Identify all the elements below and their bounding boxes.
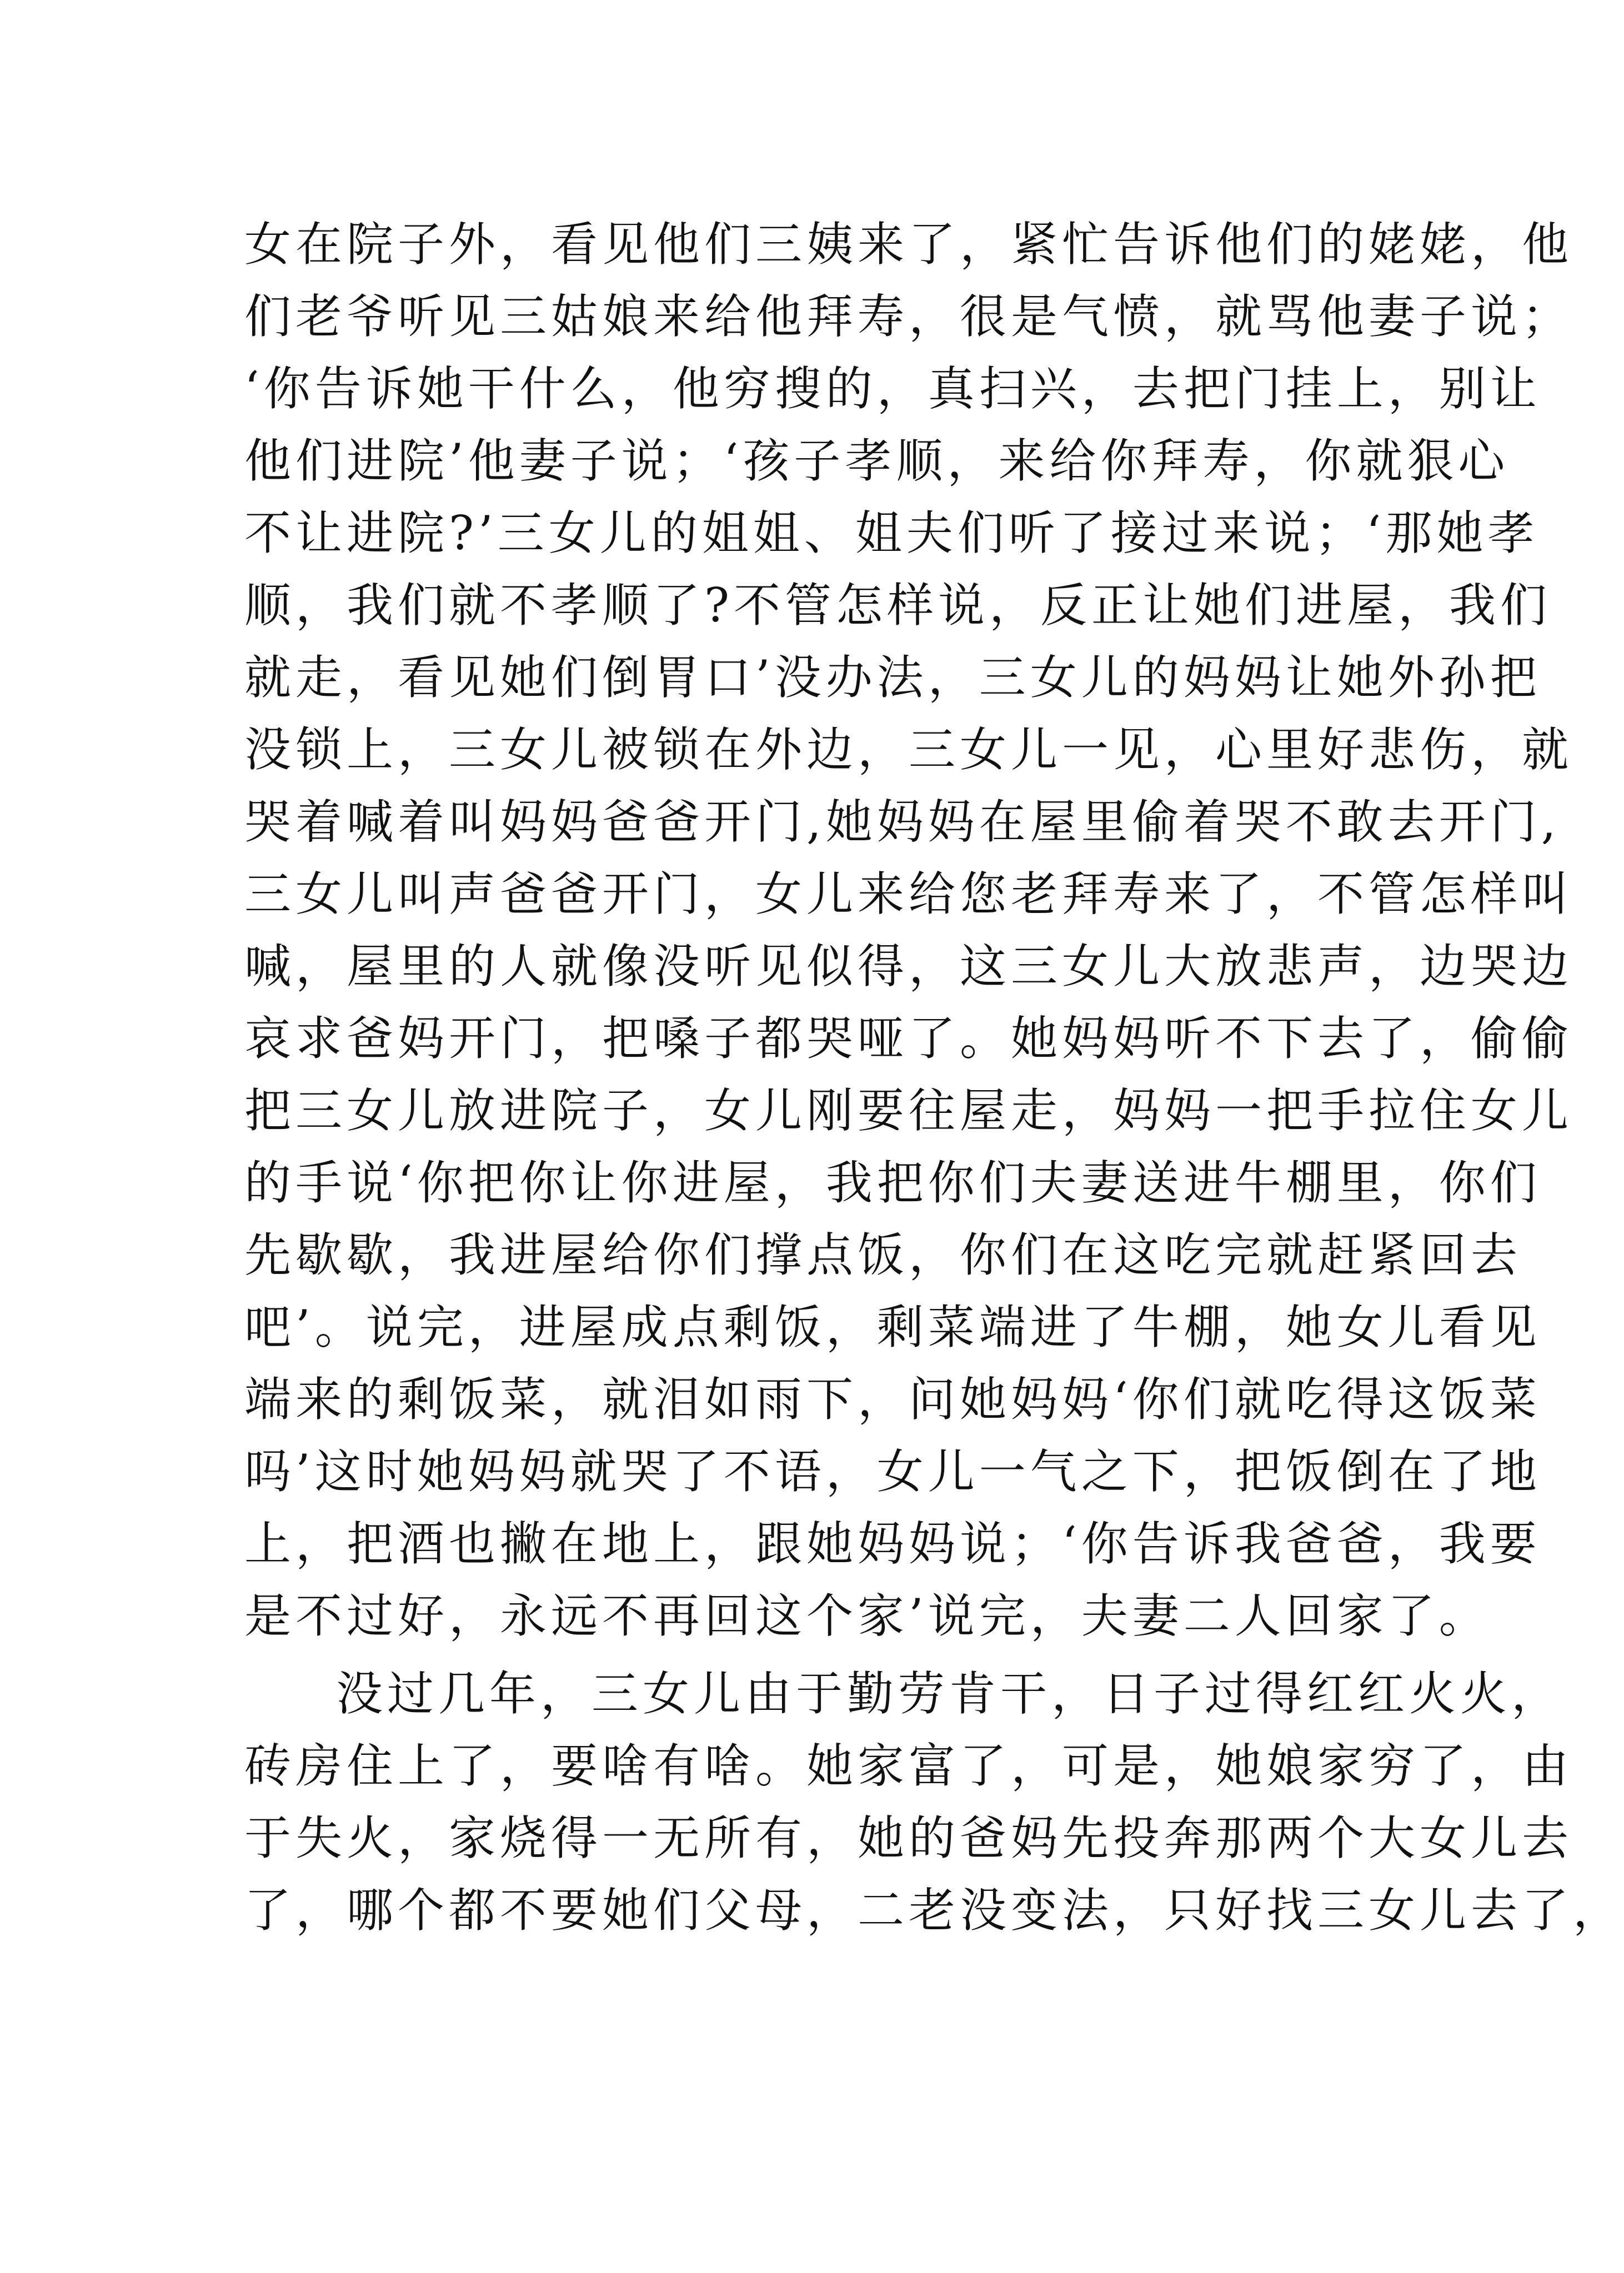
text-line: 是不过好，永远不再回这个家’说完，夫妻二人回家了。 — [244, 1589, 1490, 1643]
text-line: 哀求爸妈开门，把嗓子都哭哑了。她妈妈听不下去了，偷偷 — [244, 1011, 1573, 1066]
text-line: 三女儿叫声爸爸开门，女儿来给您老拜寿来了，不管怎样叫 — [244, 867, 1573, 921]
text-line: 的手说‘你把你让你进屋，我把你们夫妻送进牛棚里，你们 — [244, 1156, 1541, 1210]
text-line: 了，哪个都不要她们父母，二老没变法，只好找三女儿去了， — [244, 1883, 1624, 1938]
text-line: 哭着喊着叫妈妈爸爸开门,她妈妈在屋里偷着哭不敢去开门, — [244, 795, 1561, 849]
text-line: 端来的剩饭菜，就泪如雨下，问她妈妈‘你们就吃得这饭菜 — [244, 1372, 1541, 1427]
paragraph-first-line: 没过几年，三女儿由于勤劳肯干，日子过得红红火火， — [336, 1667, 1563, 1721]
text-line: 砖房住上了，要啥有啥。她家富了，可是，她娘家穷了，由 — [244, 1739, 1573, 1793]
text-line: 顺，我们就不孝顺了?不管怎样说，反正让她们进屋，我们 — [244, 578, 1552, 633]
text-line: 喊，屋里的人就像没听见似得，这三女儿大放悲声，边哭边 — [244, 939, 1573, 994]
text-line: 把三女儿放进院子，女儿刚要往屋走，妈妈一把手拉住女儿 — [244, 1083, 1573, 1138]
text-line: 们老爷听见三姑娘来给他拜寿，很是气愤，就骂他妻子说； — [244, 289, 1573, 344]
text-line: 就走，看见她们倒胃口’没办法，三女儿的妈妈让她外孙把 — [244, 650, 1541, 705]
text-line: 没锁上，三女儿被锁在外边，三女儿一见，心里好悲伤，就 — [244, 722, 1573, 777]
text-line: 女在院子外，看见他们三姨来了，紧忙告诉他们的姥姥，他 — [244, 217, 1573, 272]
text-line: 不让进院?’三女儿的姐姐、姐夫们听了接过来说；‘那她孝 — [244, 506, 1539, 560]
text-line: 吧’。说完，进屋成点剩饭，剩菜端进了牛棚，她女儿看见 — [244, 1300, 1541, 1354]
text-line: 于失火，家烧得一无所有，她的爸妈先投奔那两个大女儿去 — [244, 1811, 1573, 1865]
text-line: 吗’这时她妈妈就哭了不语，女儿一气之下，把饭倒在了地 — [244, 1444, 1541, 1499]
text-line: ‘你告诉她干什么，他穷搜的，真扫兴，去把门挂上，别让 — [244, 362, 1541, 416]
text-line: 上，把酒也撇在地上，跟她妈妈说；‘你告诉我爸爸，我要 — [244, 1517, 1541, 1571]
text-line: 他们进院’他妻子说；‘孩子孝顺，来给你拜寿，你就狠心 — [244, 434, 1510, 488]
text-line: 先歇歇，我进屋给你们撑点饭，你们在这吃完就赶紧回去 — [244, 1228, 1522, 1282]
